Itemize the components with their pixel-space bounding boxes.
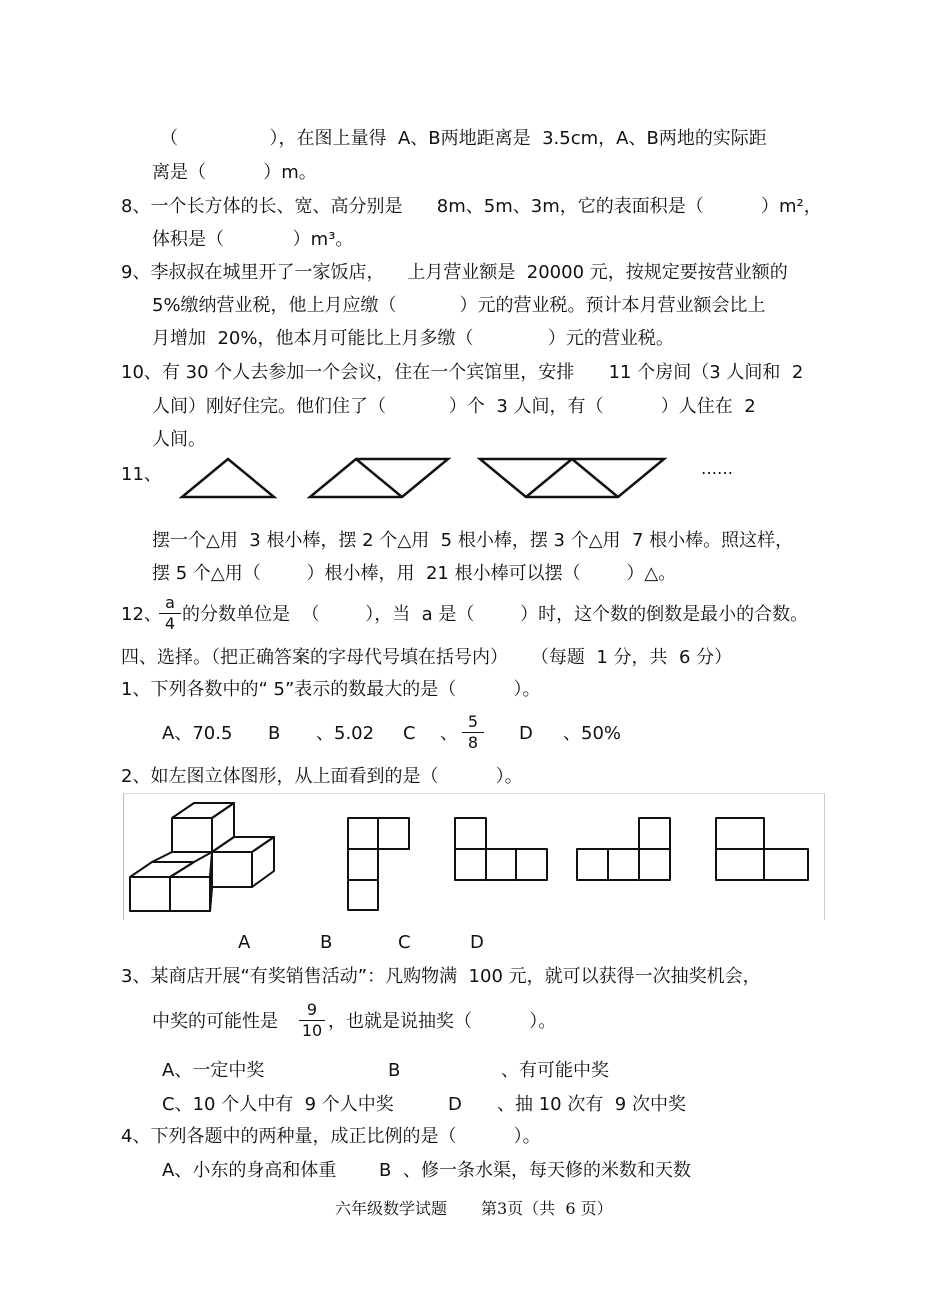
c2-label-d: D (470, 932, 484, 953)
q7-line1: （ ），在图上量得 A、B两地距离是 3.5cm，A、B两地的实际距 (160, 128, 767, 149)
c1-option-c-letter: C (403, 723, 416, 744)
c1-option-d-value: 、50% (563, 723, 622, 744)
c3-fraction-numerator: 9 (306, 1000, 318, 1019)
option-b-view (455, 818, 547, 880)
q8-line1: 8、一个长方体的长、宽、高分别是 8m、5m、3m，它的表面积是（ ）m²， (121, 196, 822, 217)
q10-line2: 人间）刚好住完。他们住了（ ）个 3 人间，有（ ）人住在 2 (152, 396, 756, 417)
q11-label: 11、 (121, 464, 162, 485)
c4-option-b-letter: B (379, 1160, 392, 1181)
c2-label-b: B (320, 932, 333, 953)
q10-line3: 人间。 (152, 429, 206, 450)
footer-page-number: 第3页（共 6 页） (481, 1199, 613, 1218)
c3-option-c: C、10 个人中有 9 个人中奖 (162, 1094, 394, 1115)
c1-fraction-denominator: 8 (467, 733, 479, 752)
q9-line1: 9、李叔叔在城里开了一家饭店， 上月营业额是 20000 元，按规定要按营业额的 (121, 262, 788, 283)
c2-label-a: A (238, 932, 251, 953)
c4-question: 4、下列各题中的两种量，成正比例的是（ ）。 (121, 1126, 541, 1147)
c3-line2-pre: 中奖的可能性是 (152, 1011, 278, 1032)
c2-label-c: C (398, 932, 411, 953)
q11-line2: 摆 5 个△用（ ）根小棒，用 21 根小棒可以摆（ ）△。 (152, 563, 677, 584)
q11-ellipsis: …… (701, 459, 733, 478)
q9-line2: 5%缴纳营业税，他上月应缴（ ）元的营业税。预计本月营业额会比上 (152, 295, 766, 316)
q12-text: 的分数单位是 （ ），当 a 是（ ）时，这个数的倒数是最小的合数。 (182, 604, 809, 625)
cube-solid-figure (130, 803, 274, 911)
q8-line2: 体积是（ ）m³。 (152, 229, 354, 250)
q12-fraction-numerator: a (165, 593, 175, 612)
option-a-view (348, 818, 409, 910)
q7-line2: 离是（ ）m。 (152, 162, 317, 183)
c3-line1: 3、某商店开展“有奖销售活动”：凡购物满 100 元，就可以获得一次抽奖机会， (121, 966, 761, 987)
c2-question: 2、如左图立体图形，从上面看到的是（ ）。 (121, 766, 523, 787)
c1-option-d-letter: D (519, 723, 533, 744)
c1-option-c-sep: 、 (440, 723, 458, 744)
c3-fraction-denominator: 10 (301, 1021, 323, 1040)
q9-line3: 月增加 20%，他本月可能比上月多缴（ ）元的营业税。 (152, 328, 674, 349)
c3-option-a: A、一定中奖 (162, 1060, 265, 1081)
q10-line1: 10、有 30 个人去参加一个会议，住在一个宾馆里，安排 11 个房间（3 人间和 2 (121, 362, 804, 383)
option-c-view (577, 818, 670, 880)
c3-option-b-letter: B (388, 1060, 401, 1081)
c4-option-a: A、小东的身高和体重 (162, 1160, 337, 1181)
c1-option-b-letter: B (268, 723, 281, 744)
q12-fraction-denominator: 4 (164, 614, 176, 633)
c1-option-b-value: 、5.02 (316, 723, 375, 744)
c3-line2-post: ，也就是说抽奖（ ）。 (328, 1011, 557, 1032)
section4-heading: 四、选择。（把正确答案的字母代号填在括号内） （每题 1 分，共 6 分） (121, 647, 733, 668)
q12-label: 12、 (121, 604, 162, 625)
c3-fraction (297, 1001, 327, 1040)
footer-title: 六年级数学试题 (335, 1199, 448, 1218)
q11-line1: 摆一个△用 3 根小棒，摆 2 个△用 5 根小棒，摆 3 个△用 7 根小棒。照这样， (152, 530, 794, 551)
c4-option-b-value: 、修一条水渠，每天修的米数和天数 (403, 1160, 691, 1181)
c3-option-b-value: 、有可能中奖 (501, 1060, 609, 1081)
option-d-view (716, 818, 808, 880)
c1-fraction-numerator: 5 (467, 712, 479, 731)
c3-option-d-value: 、抽 10 次有 9 次中奖 (497, 1094, 686, 1115)
c3-option-d-letter: D (448, 1094, 462, 1115)
c1-question: 1、下列各数中的“ 5”表示的数最大的是（ ）。 (121, 679, 541, 700)
c1-option-a: A、70.5 (162, 723, 233, 744)
